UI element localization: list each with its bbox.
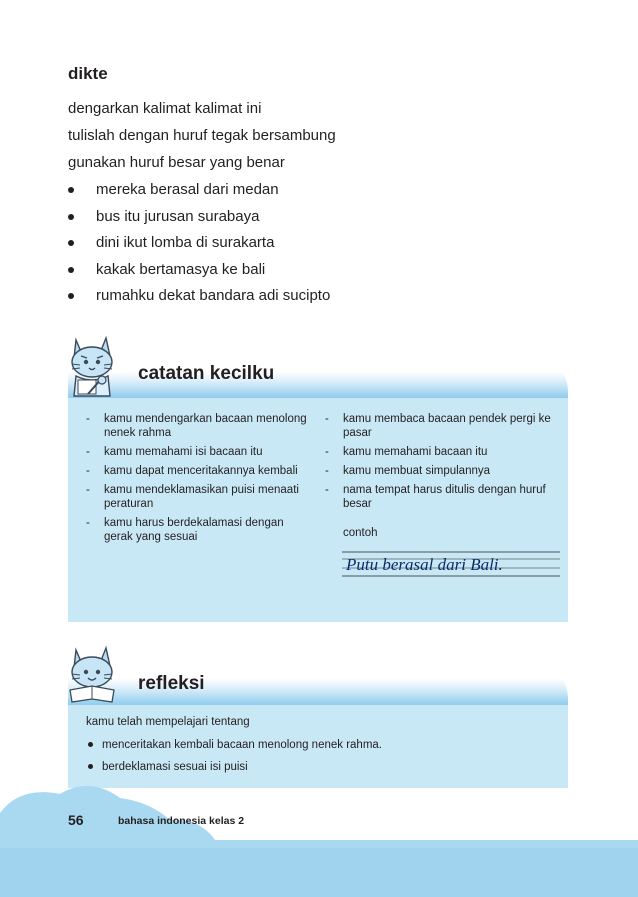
list-item: - kamu dapat menceritakannya kembali — [86, 465, 298, 477]
list-item: - kamu mendeklamasikan puisi menaati peraturan — [86, 484, 299, 510]
cat-reading-icon — [62, 644, 124, 706]
bullet-icon — [68, 240, 74, 246]
bullet-icon — [68, 187, 74, 193]
bullet-icon — [68, 214, 74, 220]
list-item-text: bus itu jurusan surabaya — [96, 207, 260, 225]
bullet-icon — [68, 267, 74, 273]
list-item-text: kamu membuat simpulannya — [343, 465, 491, 477]
list-item-text: rumahku dekat bandara adi sucipto — [96, 287, 331, 304]
list-item-text: dini ikut lomba di surakarta — [96, 234, 275, 251]
bullet-icon — [88, 742, 93, 747]
cat-writing-icon — [62, 334, 124, 400]
list-item — [68, 288, 538, 315]
handwriting-text: Putu berasal dari Bali. — [346, 555, 503, 574]
list-item-text: kamu mendengarkan bacaan menolong nenek rahma — [104, 413, 307, 439]
list-item-text: kamu mendeklamasikan puisi menaati peraturan — [104, 484, 299, 510]
catatan-left-column — [86, 412, 311, 549]
list-item-text: kamu memahami isi bacaan itu — [104, 446, 263, 458]
list-item — [68, 209, 538, 236]
list-item: - kamu membaca bacaan pendek pergi ke pasar — [325, 413, 551, 439]
bullet-icon — [68, 293, 74, 299]
list-item: - kamu memahami bacaan itu — [325, 446, 488, 458]
list-item-text: kakak bertamasya ke bali — [96, 260, 266, 278]
instruction-line: tulislah dengan huruf tegak bersambung — [68, 127, 336, 144]
list-item-text: menceritakan kembali bacaan menolong nenek rahma. — [102, 739, 382, 751]
list-item-text: mereka berasal dari medan — [96, 181, 279, 198]
refleksi-intro: kamu telah mempelajari tentang — [86, 716, 250, 728]
cloud-decoration — [0, 768, 638, 897]
instruction-line: gunakan huruf besar yang benar — [68, 154, 285, 171]
instruction-line: dengarkan kalimat kalimat ini — [68, 100, 262, 117]
catatan-panel — [68, 398, 568, 622]
list-item-text: berdeklamasi sesuai isi puisi — [102, 761, 248, 773]
list-item-text: nama tempat harus ditulis dengan huruf besar — [343, 484, 546, 510]
list-item: - kamu harus berdekalamasi dengan gerak yang sesuai — [86, 517, 284, 543]
list-item: - kamu memahami isi bacaan itu — [86, 446, 263, 458]
page-number: 56 — [68, 812, 84, 828]
example-label: contoh — [343, 527, 378, 539]
list-item-text: kamu harus berdekalamasi dengan gerak yang sesuai — [104, 517, 284, 543]
list-item — [68, 235, 538, 262]
list-item-text: kamu membaca bacaan pendek pergi ke pasar — [343, 413, 551, 439]
catatan-right-column — [325, 412, 557, 516]
footer-book-title: bahasa indonesia kelas 2 — [118, 815, 245, 827]
section-title-dikte: dikte — [68, 64, 108, 83]
list-item — [68, 182, 538, 209]
list-item-text: kamu dapat menceritakannya kembali — [104, 465, 298, 477]
dikte-sentence-list — [68, 182, 538, 315]
section-title-catatan: catatan kecilku — [138, 363, 275, 384]
section-title-refleksi: refleksi — [138, 673, 205, 694]
list-item: - nama tempat harus ditulis dengan huruf besar — [325, 484, 546, 510]
list-item-text: kamu memahami bacaan itu — [343, 446, 488, 458]
handwriting-example — [340, 548, 562, 582]
list-item — [86, 739, 382, 751]
list-item: - kamu mendengarkan bacaan menolong nenek rahma — [86, 413, 307, 439]
list-item: - kamu membuat simpulannya — [325, 465, 491, 477]
list-item — [68, 262, 538, 289]
